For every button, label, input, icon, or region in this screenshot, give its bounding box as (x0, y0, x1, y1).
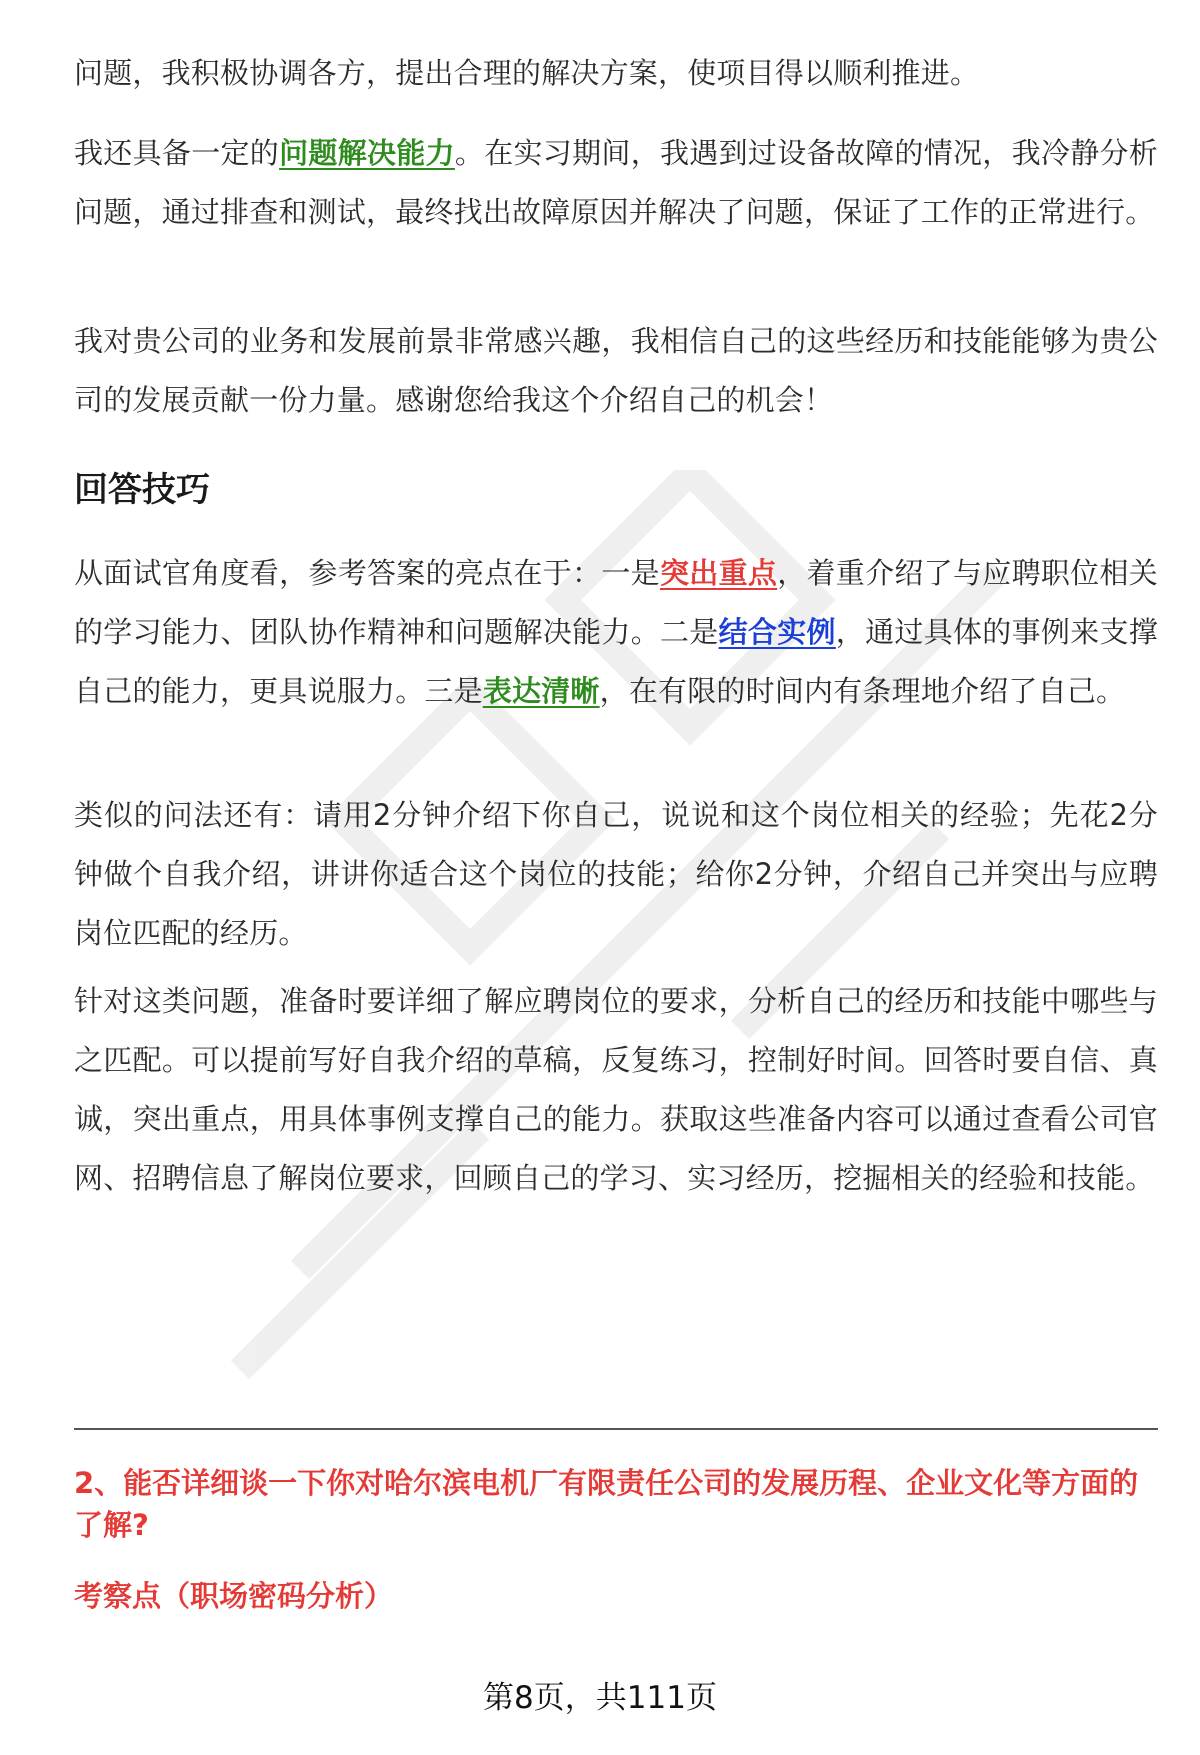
highlight-focus: 突出重点 (659, 556, 778, 590)
question-heading: 2、能否详细谈一下你对哈尔滨电机厂有限责任公司的发展历程、企业文化等方面的了解? (74, 1466, 1139, 1542)
highlight-clarity: 表达清晰 (482, 674, 600, 708)
page-footer: 第8页，共111页 (483, 1680, 717, 1716)
tips-paragraph-2: 类似的问法还有：请用2分钟介绍下你自己，说说和这个岗位相关的经验；先花2分钟做个自我介绍，讲讲你适合这个岗位的技能；给你2分钟，介绍自己并突出与应聘岗位匹配的经历。 (74, 798, 1158, 950)
tips-text-c: ，通过具体的事例来支撑自己的能力，更具说服力。三是 (74, 615, 1158, 708)
examination-point-heading: 考察点（职场密码分析） (74, 1579, 394, 1613)
tips-paragraph-1 (74, 544, 1158, 721)
paragraph-3: 我对贵公司的业务和发展前景非常感兴趣，我相信自己的这些经历和技能能够为贵公司的发展贡献一份力量。感谢您给我这个介绍自己的机会！ (74, 324, 1158, 417)
paragraph-2 (74, 124, 1158, 242)
highlight-problem-solving: 问题解决能力 (279, 136, 455, 170)
section-divider (74, 1428, 1158, 1430)
tips-text-a: 从面试官角度看，参考答案的亮点在于：一是 (74, 556, 660, 590)
paragraph-2-text-b: 。在实习期间，我遇到过设备故障的情况，我冷静分析问题，通过排查和测试，最终找出故障原因并解决了问题，保证了工作的正常进行。 (74, 136, 1158, 229)
tips-text-b: ，着重介绍了与应聘职位相关的学习能力、团队协作精神和问题解决能力。二是 (74, 556, 1158, 649)
section-heading: 回答技巧 (74, 470, 210, 510)
tips-text-d: ，在有限的时间内有条理地介绍了自己。 (599, 674, 1126, 708)
highlight-examples: 结合实例 (718, 615, 836, 649)
tips-paragraph-3: 针对这类问题，准备时要详细了解应聘岗位的要求，分析自己的经历和技能中哪些与之匹配。可以提前写好自我介绍的草稿，反复练习，控制好时间。回答时要自信、真诚，突出重点，用具体事例支撑自己的能力。获取这些准备内容可以通过查看公司官网、招聘信息了解岗位要求，回顾自己的学习、实习经历，挖掘相关的经验和技能。 (74, 984, 1158, 1195)
paragraph-1: 问题，我积极协调各方，提出合理的解决方案，使项目得以顺利推进。 (74, 56, 980, 90)
paragraph-2-text-a: 我还具备一定的 (74, 136, 280, 170)
